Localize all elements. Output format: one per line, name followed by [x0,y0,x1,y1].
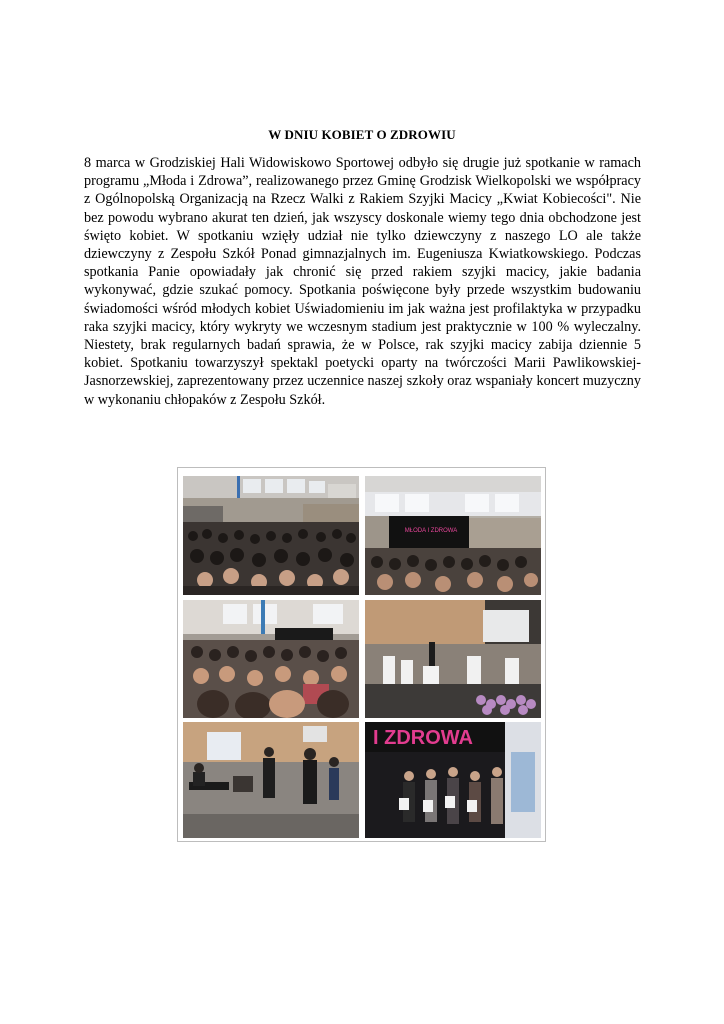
photo-stage-audience [365,476,541,595]
photo-audience-hall [183,476,359,595]
body-paragraph: 8 marca w Grodziskiej Hali Widowiskowo Sportowej odbyło się drugie już spotkanie w ramach programu „Młoda i Zdrowa”, realizowanego przez Gminę Grodzisk Wielkopolski we współpracy z Ogólnopolską Organizacją na Rzecz Walki z Rakiem Szyjki Macicy „Kwiat Kobiecości". Nie bez powodu wybrano akurat ten dzień, jak wszyscy doskonale wiemy tego dnia obchodzone jest święto kobiet. W spotkaniu wzięły udział nie tylko dziewczyny z naszego LO ale także dziewczyny z Zespołu Szkół Ponad gimnazjalnych im. Eugeniusza Kwiatkowskiego. Podczas spotkania Panie opowiadały jak chronić się przed rakiem szyjki macicy, jakie badania wykonywać, gdzie szukać pomocy. Spotkania poświęcone były przede wszystkim budowaniu świadomości wśród młodych kobiet Uświadomieniu im jak ważna jest profilaktyka w przypadku raka szyjki macicy, który wykryty we wczesnym stadium jest praktycznie w 100 % wyleczalny. Niestety, brak regularnych badań sprawia, że w Polsce, rak szyjki macicy zabija dziennie 5 kobiet. Spotkaniu towarzyszył spektakl poetycki oparty na twórczości Marii Pawlikowskiej- Jasnorzewskiej, zaprezentowany przez uczennice naszej szkoły oraz wspaniały koncert muzyczny w wykonaniu chłopaków z Zespołu Szkół. [84,155,641,408]
document-title: W DNIU KOBIET O ZDROWIU [268,127,456,142]
photo-performance-stage [365,600,541,718]
photo-women-certificates [365,722,541,838]
photo-collage [177,467,546,842]
stage-banner-text: MŁODA I ZDROWA [404,528,458,534]
photo-band-concert [183,722,359,838]
banner-text: I ZDROWA [373,727,473,749]
photo-audience-closeup [183,600,359,718]
